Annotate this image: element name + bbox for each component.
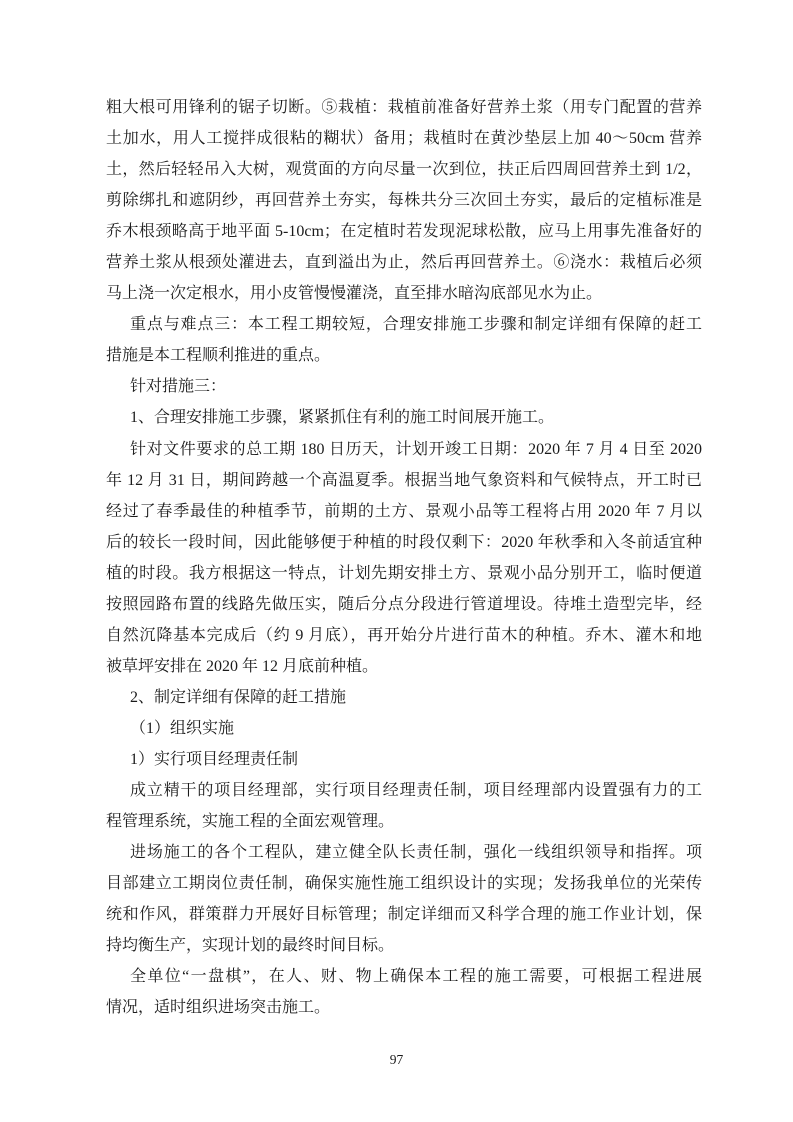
- text-line: 情况，适时组织进场突击施工。: [106, 999, 331, 1017]
- text-line: 年 12 月 31 日，期间跨越一个高温夏季。根据当地气象资料和气候特点，开工时已: [106, 471, 702, 489]
- text-line: （1）组织实施: [130, 719, 235, 737]
- text-line: 土加水，用人工搅拌成很粘的糊状）备用；栽植时在黄沙垫层上加 40～50cm 营养: [106, 130, 702, 148]
- text-line: 持均衡生产，实现计划的最终时间目标。: [106, 937, 395, 955]
- text-line: 全单位“一盘棋”，在人、财、物上确保本工程的施工需要，可根据工程进展: [130, 968, 702, 986]
- text-line: 重点与难点三：本工程工期较短，合理安排施工步骤和制定详细有保障的赶工: [130, 316, 702, 334]
- text-line: 粗大根可用锋利的锯子切断。⑤栽植：栽植前准备好营养土浆（用专门配置的营养: [106, 99, 702, 116]
- text-line: 成立精干的项目经理部，实行项目经理责任制，项目经理部内设置强有力的工: [130, 782, 702, 800]
- text-line: 2、制定详细有保障的赶工措施: [130, 688, 347, 706]
- text-line: 自然沉降基本完成后（约 9 月底），再开始分片进行苗木的种植。乔木、灌木和地: [106, 626, 702, 644]
- text-line: 1）实行项目经理责任制: [130, 750, 299, 768]
- text-line: 后的较长一段时间，因此能够便于种植的时段仅剩下：2020 年秋季和入冬前适宜种: [106, 533, 702, 551]
- document-body: [106, 92, 702, 1023]
- page-number: 97: [389, 1052, 404, 1067]
- text-line: 营养土浆从根颈处灌进去，直到溢出为止，然后再回营养土。⑥浇水：栽植后必须: [106, 254, 702, 272]
- text-line: 经过了春季最佳的种植季节，前期的土方、景观小品等工程将占用 2020 年 7 月以: [106, 502, 702, 520]
- text-line: 进场施工的各个工程队，建立健全队长责任制，强化一线组织领导和指挥。项: [130, 844, 702, 862]
- text-line: 乔木根颈略高于地平面 5-10cm；在定植时若发现泥球松散，应马上用事先准备好的: [106, 223, 702, 241]
- text-line: 按照园路布置的线路先做压实，随后分点分段进行管道埋设。待堆土造型完毕，经: [106, 595, 702, 613]
- text-line: 针对文件要求的总工期 180 日历天，计划开竣工日期：2020 年 7 月 4 日至 2020: [130, 440, 702, 458]
- text-line: 1、合理安排施工步骤，紧紧抓住有利的施工时间展开施工。: [130, 409, 555, 427]
- text-line: 剪除绑扎和遮阴纱，再回营养土夯实，每株共分三次回土夯实，最后的定植标准是: [106, 192, 702, 210]
- text-line: 植的时段。我方根据这一特点，计划先期安排土方、景观小品分别开工，临时便道: [106, 564, 702, 582]
- text-line: 土，然后轻轻吊入大树，观赏面的方向尽量一次到位，扶正后四周回营养土到 1/2，: [106, 161, 702, 179]
- text-line: 目部建立工期岗位责任制，确保实施性施工组织设计的实现；发扬我单位的光荣传: [106, 875, 702, 893]
- text-line: 统和作风，群策群力开展好目标管理；制定详细而又科学合理的施工作业计划，保: [106, 906, 702, 924]
- text-line: 程管理系统，实施工程的全面宏观管理。: [106, 813, 395, 831]
- text-line: 马上浇一次定根水，用小皮管慢慢灌浇，直至排水暗沟底部见水为止。: [106, 285, 603, 303]
- text-line: 针对措施三：: [130, 378, 227, 396]
- text-line: 措施是本工程顺利推进的重点。: [106, 347, 331, 365]
- text-line: 被草坪安排在 2020 年 12 月底前种植。: [106, 657, 379, 675]
